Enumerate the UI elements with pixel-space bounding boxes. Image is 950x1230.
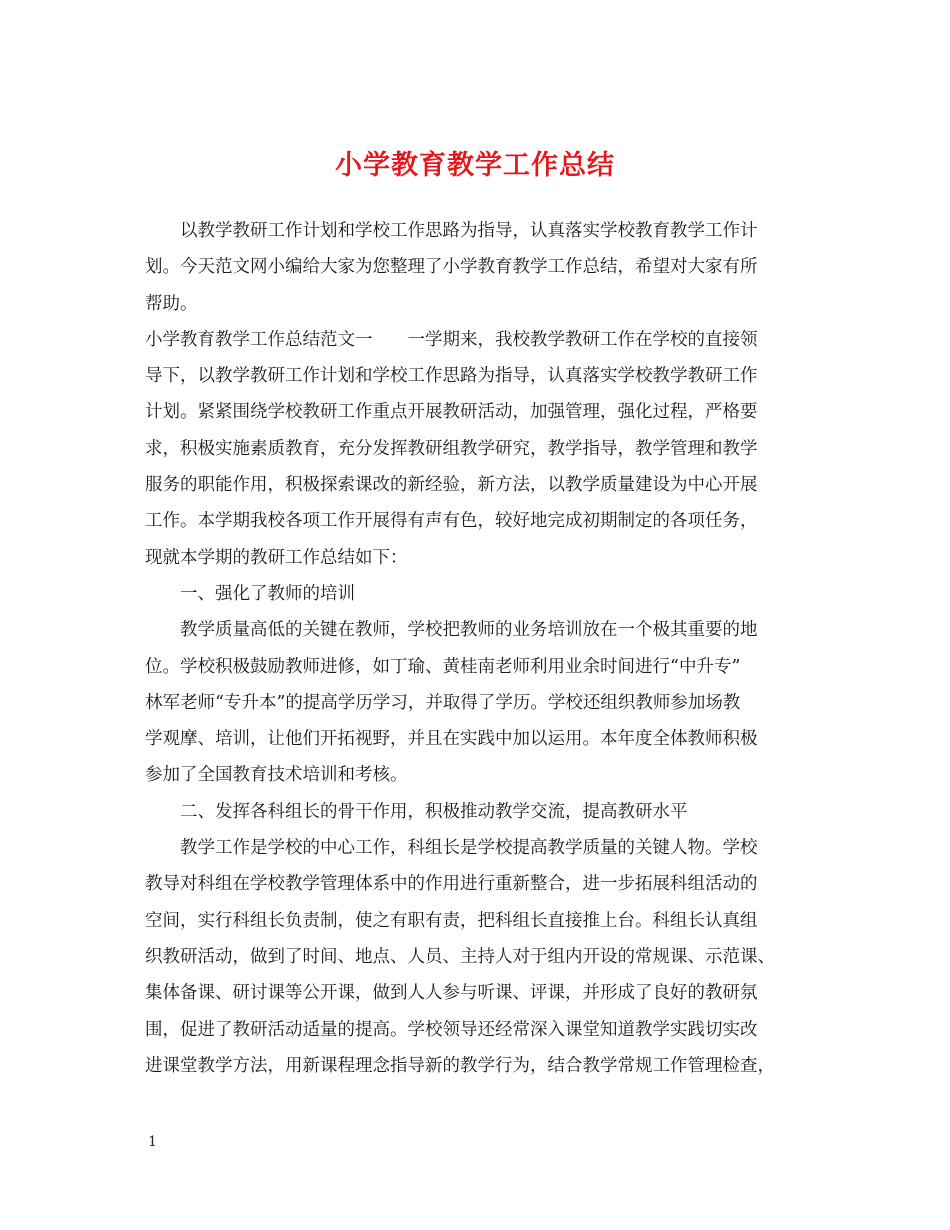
page-number: 1 [148,1134,157,1150]
text-line: 一、强化了教师的培训 [145,583,355,604]
text-line: 教学质量高低的关键在教师，学校把教师的业务培训放在一个极其重要的地 [145,620,758,641]
text-line: 工作。本学期我校各项工作开展得有声有色，较好地完成初期制定的各项任务， [145,511,758,532]
page-title: 小学教育教学工作总结 [335,150,615,181]
text-line: 教学工作是学校的中心工作，科组长是学校提高教学质量的关键人物。学校 [145,838,758,859]
text-line: 小学教育教学工作总结范文一 一学期来，我校教学教研工作在学校的直接领 [145,329,758,350]
text-line: 划。今天范文网小编给大家为您整理了小学教育教学工作总结，希望对大家有所 [145,257,758,278]
text-line: 位。学校积极鼓励教师进修，如丁瑜、黄桂南老师利用业余时间进行“中升专” [145,656,741,677]
text-line: 围，促进了教研活动适量的提高。学校领导还经常深入课堂知道教学实践切实改 [145,1019,758,1040]
text-line: 服务的职能作用，积极探索课改的新经验，新方法，以教学质量建设为中心开展 [145,475,758,496]
text-line: 集体备课、研讨课等公开课，做到人人参与听课、评课，并形成了良好的教研氛 [145,983,758,1004]
text-line: 空间，实行科组长负责制，使之有职有责，把科组长直接推上台。科组长认真组 [145,910,758,931]
text-line: 教导对科组在学校教学管理体系中的作用进行重新整合，进一步拓展科组活动的 [145,874,758,895]
text-line: 二、发挥各科组长的骨干作用，积极推动教学交流，提高教研水平 [145,801,688,822]
body-text [145,213,810,1084]
text-line: 以教学教研工作计划和学校工作思路为指导，认真落实学校教育教学工作计 [145,221,758,241]
text-line: 织教研活动，做到了时间、地点、人员、主持人对于组内开设的常规课、示范课、 [145,946,775,967]
text-line: 计划。紧紧围绕学校教研工作重点开展教研活动，加强管理，强化过程，严格要 [145,402,758,423]
text-line: 求，积极实施素质教育，充分发挥教研组教学研究，教学指导，教学管理和教学 [145,438,758,459]
text-line: 导下，以教学教研工作计划和学校工作思路为指导，认真落实学校教学教研工作 [145,366,758,387]
text-line: 学观摩、培训，让他们开拓视野，并且在实践中加以运用。本年度全体教师积极 [145,729,758,750]
text-line: 进课堂教学方法，用新课程理念指导新的教学行为，结合教学常规工作管理检查， [145,1055,775,1076]
text-line: 现就本学期的教研工作总结如下： [145,547,408,568]
text-line: 帮助。 [145,293,198,314]
text-line: 林军老师“专升本”的提高学历学习，并取得了学历。学校还组织教师参加场教 [145,692,741,713]
text-line: 参加了全国教育技术培训和考核。 [145,765,408,786]
